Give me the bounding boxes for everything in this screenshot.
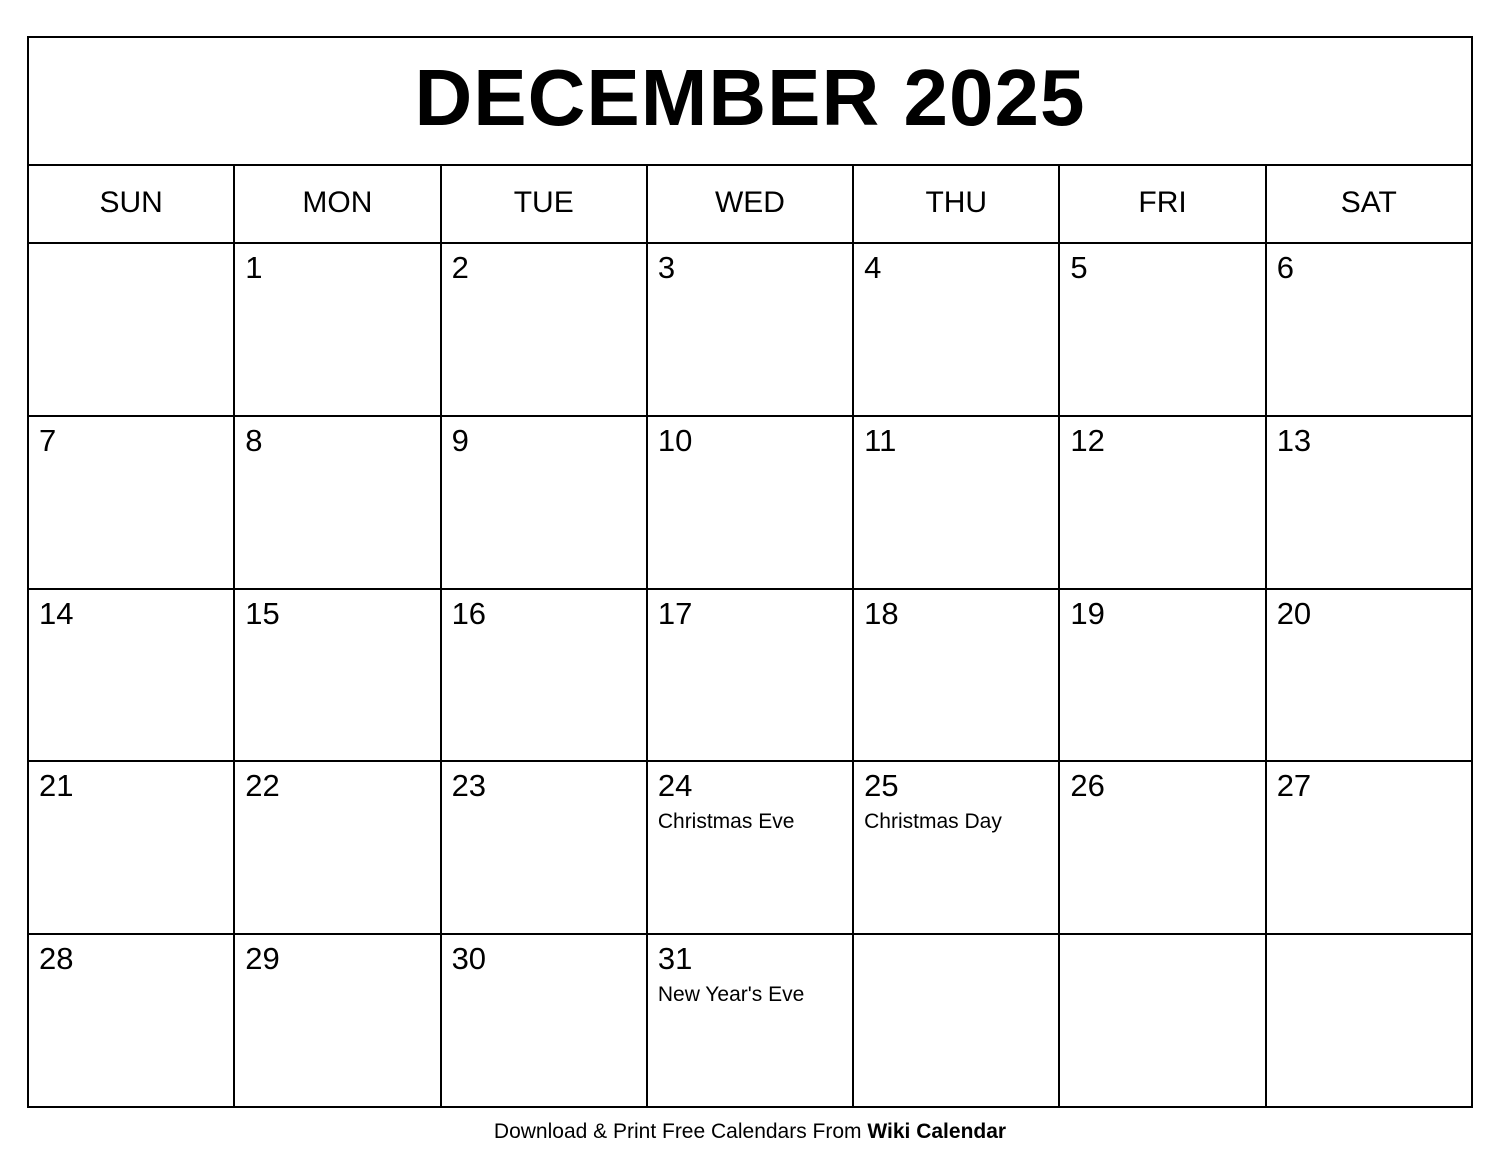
calendar-title-bar: [29, 38, 1471, 166]
week-row: [29, 935, 1471, 1106]
weekday-header-wed: WED: [648, 166, 854, 242]
day-event: Christmas Eve: [657, 809, 795, 833]
day-number: 28: [39, 941, 74, 977]
day-cell[interactable]: [648, 417, 854, 588]
day-cell[interactable]: [854, 935, 1060, 1106]
day-number: 2: [451, 250, 469, 285]
day-number: 30: [451, 941, 487, 977]
day-number: 29: [245, 941, 280, 977]
day-number: 10: [657, 422, 693, 458]
day-cell[interactable]: [29, 935, 235, 1106]
day-cell[interactable]: [29, 244, 235, 415]
weekday-header-sun: SUN: [29, 166, 235, 242]
weekday-header-mon: MON: [235, 166, 441, 242]
footer-text: Download & Print Free Calendars From: [493, 1120, 868, 1143]
page-title: DECEMBER 2025: [414, 53, 1086, 142]
week-row: [29, 244, 1471, 417]
day-number: 3: [657, 250, 676, 285]
day-cell[interactable]: [235, 417, 441, 588]
day-cell[interactable]: [1060, 935, 1266, 1106]
day-number: 24: [657, 768, 693, 804]
day-number: 14: [39, 595, 74, 631]
day-number: 13: [1276, 422, 1312, 458]
day-number: 9: [451, 422, 469, 458]
day-cell[interactable]: [1267, 244, 1471, 415]
week-row: [29, 590, 1471, 763]
day-cell[interactable]: [235, 762, 441, 933]
day-cell[interactable]: [648, 244, 854, 415]
day-number: 12: [1070, 422, 1105, 458]
day-event: Christmas Day: [864, 809, 1002, 833]
day-cell[interactable]: [442, 417, 648, 588]
day-cell[interactable]: [648, 590, 854, 761]
day-number: 8: [245, 422, 263, 458]
day-cell[interactable]: [1267, 935, 1471, 1106]
day-number: 22: [245, 768, 280, 804]
day-number: 4: [864, 250, 882, 285]
day-number: 5: [1070, 250, 1088, 285]
day-number: 18: [864, 595, 899, 631]
day-number: 17: [657, 595, 693, 631]
day-cell[interactable]: [235, 244, 441, 415]
day-cell[interactable]: [442, 762, 648, 933]
day-cell[interactable]: [854, 762, 1060, 933]
day-cell[interactable]: [235, 590, 441, 761]
weekday-header-thu: THU: [854, 166, 1060, 242]
day-number: 26: [1070, 768, 1105, 804]
day-number: 19: [1070, 595, 1105, 631]
day-number: 1: [245, 250, 263, 285]
day-number: 11: [864, 422, 897, 458]
day-number: 23: [451, 768, 487, 804]
weekday-header-sat: SAT: [1340, 186, 1397, 219]
calendar-grid: [27, 36, 1473, 1108]
calendar-weeks: [29, 244, 1471, 1106]
day-cell[interactable]: [1267, 762, 1471, 933]
day-cell[interactable]: [29, 762, 235, 933]
week-row: [29, 762, 1471, 935]
day-cell[interactable]: [29, 417, 235, 588]
day-number: 15: [245, 595, 280, 631]
day-cell[interactable]: [854, 244, 1060, 415]
day-number: 16: [451, 595, 487, 631]
weekday-header-fri: FRI: [1060, 166, 1266, 242]
day-cell[interactable]: [854, 417, 1060, 588]
day-number: 25: [864, 768, 899, 804]
day-number: 21: [39, 768, 74, 804]
day-number: 20: [1276, 595, 1312, 631]
week-row: [29, 417, 1471, 590]
day-number: 6: [1276, 250, 1294, 285]
day-cell[interactable]: [648, 935, 854, 1106]
day-event: New Year's Eve: [657, 982, 805, 1006]
day-cell[interactable]: [854, 590, 1060, 761]
day-cell[interactable]: [1267, 417, 1471, 588]
day-cell[interactable]: [1267, 590, 1471, 761]
day-cell[interactable]: [648, 762, 854, 933]
footer-brand[interactable]: Wiki Calendar: [867, 1120, 1007, 1143]
day-cell[interactable]: [1060, 762, 1266, 933]
day-cell[interactable]: [1060, 590, 1266, 761]
day-cell[interactable]: [235, 935, 441, 1106]
footer-credit: [0, 1120, 1500, 1144]
day-number: 31: [657, 941, 693, 977]
day-number: 7: [39, 422, 57, 458]
weekday-header-row: [29, 166, 1471, 244]
day-number: 27: [1276, 768, 1312, 804]
day-cell[interactable]: [1060, 417, 1266, 588]
day-cell[interactable]: [1060, 244, 1266, 415]
day-cell[interactable]: [442, 590, 648, 761]
day-cell[interactable]: [442, 935, 648, 1106]
weekday-header-tue: TUE: [442, 166, 648, 242]
day-cell[interactable]: [29, 590, 235, 761]
day-cell[interactable]: [442, 244, 648, 415]
